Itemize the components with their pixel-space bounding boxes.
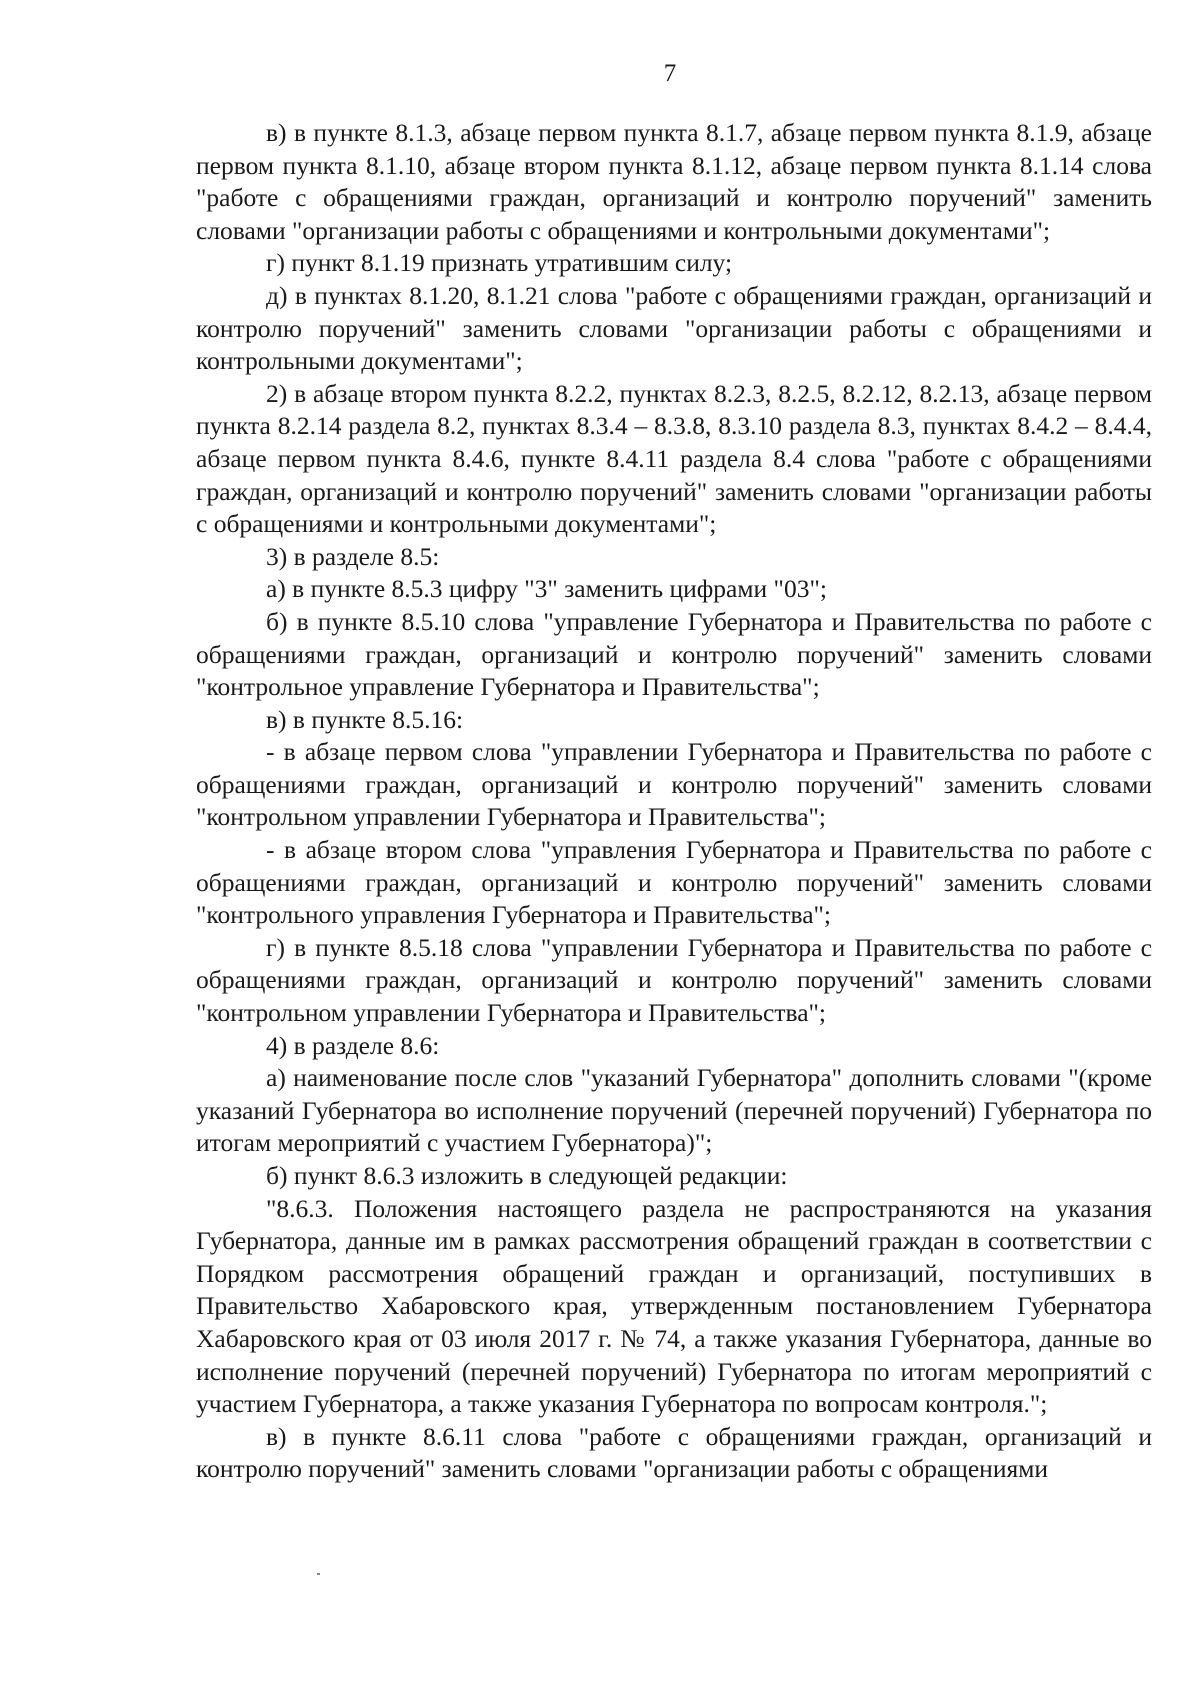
paragraph: а) в пункте 8.5.3 цифру "3" заменить цифрами "03"; xyxy=(266,574,827,604)
paragraph: в) в пункте 8.6.11 слова "работе с обращениями граждан, организаций и контролю поручений" заменить словами "организации работы с обращениями xyxy=(196,1421,1152,1484)
paragraph: а) наименование после слов "указаний Губернатора" дополнить словами "(кроме указаний Губернатора во исполнение поручений (перечней поручений) Губернатора по итогам мероприятий с участием Губернатора)"; xyxy=(196,1063,1152,1158)
paragraph: г) пункт 8.1.19 признать утратившим силу; xyxy=(266,248,733,278)
paragraph: 4) в разделе 8.6: xyxy=(266,1030,440,1060)
document-body xyxy=(196,117,1152,1486)
paragraph: б) пункт 8.6.3 изложить в следующей редакции: xyxy=(266,1161,788,1190)
paragraph: б) в пункте 8.5.10 слова "управление Губернатора и Правительства по работе с обращениями граждан, организаций и контролю поручений" заменить словами "контрольное управление Губернатора и Правительства"; xyxy=(196,606,1152,702)
paragraph: г) в пункте 8.5.18 слова "управлении Губернатора и Правительства по работе с обращениями граждан, организаций и контролю поручений" заменить словами "контрольном управлении Губернатора и Правительства"; xyxy=(196,932,1152,1028)
paragraph: - в абзаце первом слова "управлении Губернатора и Правительства по работе с обращениями граждан, организаций и контролю поручений" заменить словами "контрольном управлении Губернатора и Правительства"; xyxy=(196,737,1152,832)
scan-speck xyxy=(317,1573,320,1575)
paragraph: 3) в разделе 8.5: xyxy=(266,541,440,571)
paragraph: - в абзаце втором слова "управления Губернатора и Правительства по работе с обращениями граждан, организаций и контролю поручений" заменить словами "контрольного управления Губернатора и Правительства"; xyxy=(196,835,1152,930)
paragraph: в) в пункте 8.1.3, абзаце первом пункта 8.1.7, абзаце первом пункта 8.1.9, абзаце первом пункта 8.1.10, абзаце втором пункта 8.1.12, абзаце первом пункта 8.1.14 слова "работе с обращениями граждан, организаций и контролю поручений" заменить словами "организации работы с обращениями и контрольными документами"; xyxy=(196,118,1152,245)
paragraph: "8.6.3. Положения настоящего раздела не распространяются на указания Губернатора, данные им в рамках рассмотрения обращений граждан в соответствии с Порядком рассмотрения обращений граждан и организаций, поступивших в Правительство Хабаровского края, утвержденным постановлением Губернатора Хабаровского края от 03 июля 2017 г. № 74, а также указания Губернатора, данные во исполнение поручений (перечней поручений) Губернатора по итогам мероприятий с участием Губернатора, а также указания Губернатора по вопросам контроля."; xyxy=(196,1193,1152,1419)
page-number: 7 xyxy=(663,60,677,87)
paragraph: в) в пункте 8.5.16: xyxy=(266,704,464,734)
paragraph: д) в пунктах 8.1.20, 8.1.21 слова "работе с обращениями граждан, организаций и контролю поручений" заменить словами "организации работы с обращениями и контрольными документами"; xyxy=(196,280,1152,376)
paragraph: 2) в абзаце втором пункта 8.2.2, пунктах 8.2.3, 8.2.5, 8.2.12, 8.2.13, абзаце первом пункта 8.2.14 раздела 8.2, пунктах 8.3.4 – 8.3.8, 8.3.10 раздела 8.3, пунктах 8.4.2 – 8.4.4, абзаце первом пункта 8.4.6, пункте 8.4.11 раздела 8.4 слова "работе с обращениями граждан, организаций и контролю поручений" заменить словами "организации работы с обращениями и контрольными документами"; xyxy=(196,378,1152,539)
